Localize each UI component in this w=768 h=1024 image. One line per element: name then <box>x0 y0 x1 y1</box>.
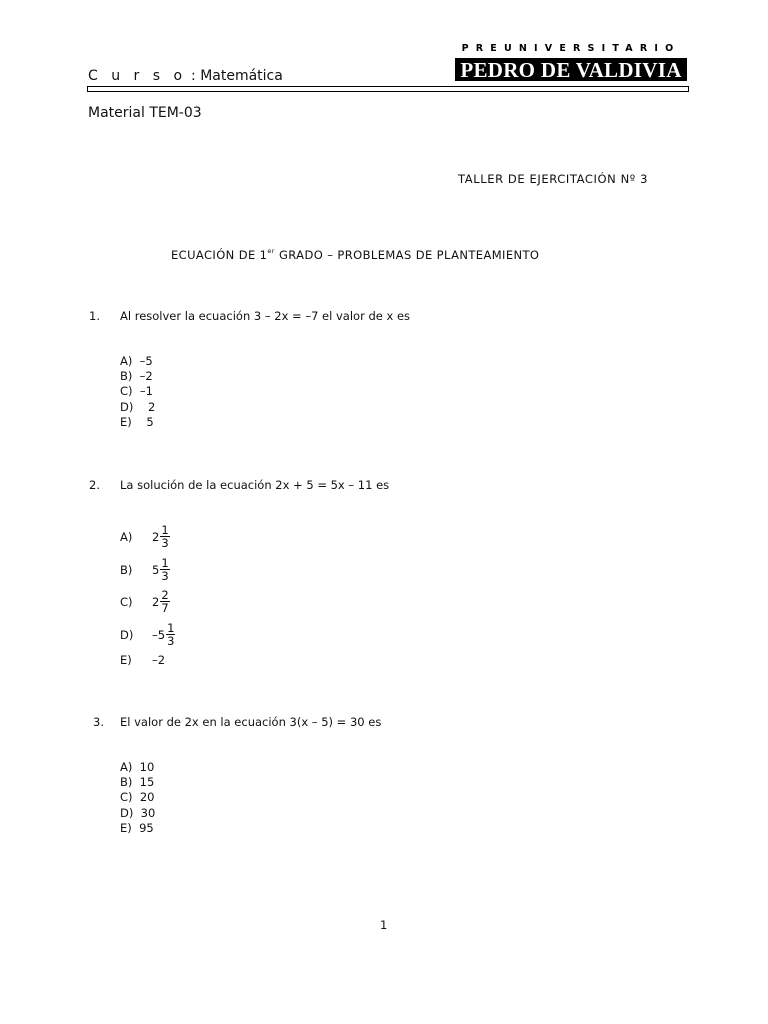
question-1-number: 1. <box>89 309 100 323</box>
header-divider <box>87 86 689 92</box>
numerator: 1 <box>161 556 169 570</box>
whole-part: –5 <box>152 627 166 642</box>
denominator: 3 <box>161 536 169 550</box>
question-1-options <box>120 354 155 430</box>
mixed-number <box>152 622 175 647</box>
whole-part: 2 <box>152 529 160 544</box>
question-3-text: El valor de 2x en la ecuación 3(x – 5) = 30 es <box>120 715 382 729</box>
denominator: 3 <box>167 634 175 648</box>
denominator: 7 <box>161 601 169 615</box>
option-c: C) –1 <box>120 384 153 399</box>
question-3-number: 3. <box>93 715 104 729</box>
fraction <box>160 557 169 582</box>
whole-part: 2 <box>152 594 160 609</box>
course-line <box>88 68 283 84</box>
logo-top-text: PREUNIVERSITARIO <box>461 43 681 54</box>
course-label: C u r s o <box>88 68 187 84</box>
option-value: –2 <box>152 653 166 667</box>
option-e: E) 95 <box>120 820 154 835</box>
denominator: 3 <box>161 569 169 583</box>
institution-logo <box>455 43 687 81</box>
option-a: A) 10 <box>120 760 155 774</box>
option-a: A) –5 <box>120 354 153 368</box>
section-title <box>171 248 539 262</box>
fraction <box>160 524 169 549</box>
option-d: D) 30 <box>120 805 156 820</box>
option-b: B) –2 <box>120 369 153 384</box>
section-title-start: ECUACIÓN DE 1 <box>171 248 268 262</box>
numerator: 1 <box>167 621 175 635</box>
option-e: E) 5 <box>120 414 154 429</box>
question-1-text: Al resolver la ecuación 3 – 2x = –7 el valor de x es <box>120 309 411 323</box>
option-c: C) 20 <box>120 790 155 805</box>
page-number: 1 <box>380 918 388 932</box>
mixed-number <box>152 557 170 582</box>
logo-main-text: PEDRO DE VALDIVIA <box>455 58 687 81</box>
course-separator: : <box>186 68 201 84</box>
question-2-option-b <box>120 557 170 582</box>
option-d: D) 2 <box>120 399 156 414</box>
material-code: Material TEM-03 <box>88 105 202 121</box>
section-title-end: GRADO – PROBLEMAS DE PLANTEAMIENTO <box>274 248 540 262</box>
workshop-title: TALLER DE EJERCITACIÓN Nº 3 <box>458 172 648 186</box>
option-label: C) <box>120 594 133 609</box>
question-2-number: 2. <box>89 478 100 492</box>
fraction <box>166 622 175 647</box>
course-value: Matemática <box>200 68 283 84</box>
section-title-superscript: er <box>267 247 275 256</box>
mixed-number <box>152 589 170 614</box>
question-3-options <box>120 760 155 836</box>
question-2-option-c <box>120 589 170 614</box>
mixed-number <box>152 524 170 549</box>
numerator: 1 <box>161 523 169 537</box>
question-2-option-e <box>120 653 165 667</box>
option-label: A) <box>120 529 133 544</box>
fraction <box>160 589 169 614</box>
numerator: 2 <box>161 588 169 602</box>
option-label: B) <box>120 562 133 577</box>
option-label: D) <box>120 627 134 642</box>
question-2-option-a <box>120 524 170 549</box>
whole-part: 5 <box>152 562 160 577</box>
option-label: E) <box>120 653 132 667</box>
question-2-option-d <box>120 622 175 647</box>
option-b: B) 15 <box>120 775 155 790</box>
question-2-text: La solución de la ecuación 2x + 5 = 5x – 11 es <box>120 478 390 492</box>
